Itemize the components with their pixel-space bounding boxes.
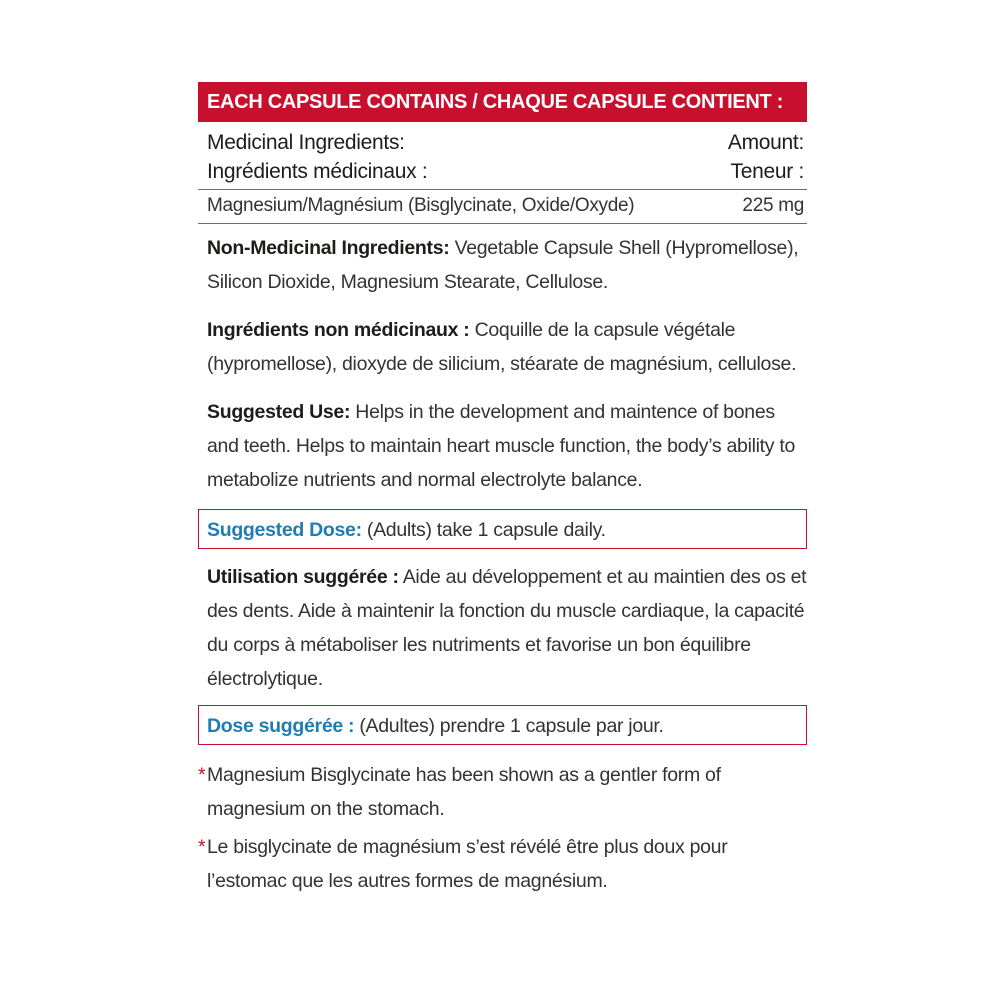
amount-header-en: Amount: (727, 131, 804, 154)
column-headers (198, 122, 807, 190)
ingredients-header-en: Medicinal Ingredients: (207, 131, 405, 154)
non-medicinal-fr-label: Ingrédients non médicinaux : (207, 319, 470, 341)
suggested-use-en-label: Suggested Use: (207, 401, 351, 423)
amount-column-header (728, 128, 804, 186)
footnote-fr (198, 830, 807, 898)
suggested-use-en-text: Helps in the development and maintence of bones and teeth. Helps to maintain heart muscle function, the body’s ability to metabolize nutrients and normal electrolyte balance. (207, 401, 796, 491)
ingredient-amount: 225 mg (742, 195, 804, 216)
ingredients-header-fr: Ingrédients médicinaux : (207, 160, 428, 183)
footnote-en (198, 758, 807, 826)
suggested-dose-en-label: Suggested Dose: (207, 519, 362, 541)
suggested-dose-fr-box (198, 705, 807, 745)
non-medicinal-fr (198, 313, 807, 381)
ingredients-column-header (207, 128, 427, 186)
amount-header-fr: Teneur : (730, 160, 804, 183)
ingredient-row (198, 190, 807, 224)
suggested-dose-fr-text: (Adultes) prendre 1 capsule par jour. (354, 715, 664, 737)
supplement-facts-panel (198, 82, 807, 898)
footnote-asterisk: * (198, 836, 206, 858)
suggested-use-en (198, 395, 807, 497)
footnote-en-text: Magnesium Bisglycinate has been shown as a gentler form of magnesium on the stomach. (207, 764, 721, 820)
non-medicinal-en (198, 231, 807, 299)
panel-header: EACH CAPSULE CONTAINS / CHAQUE CAPSULE CONTIENT : (198, 82, 807, 122)
non-medicinal-en-text: Vegetable Capsule Shell (Hypromellose), Silicon Dioxide, Magnesium Stearate, Cellulose. (207, 237, 799, 293)
non-medicinal-en-label: Non-Medicinal Ingredients: (207, 237, 450, 259)
suggested-use-fr (198, 560, 807, 696)
footnote-asterisk: * (198, 764, 206, 786)
suggested-dose-fr-label: Dose suggérée : (207, 715, 355, 737)
ingredient-name: Magnesium/Magnésium (Bisglycinate, Oxide/Oxyde) (207, 195, 635, 216)
suggested-dose-en-text: (Adults) take 1 capsule daily. (361, 519, 606, 541)
non-medicinal-fr-text: Coquille de la capsule végétale (hypromellose), dioxyde de silicium, stéarate de magnésium, cellulose. (207, 319, 797, 375)
footnote-fr-text: Le bisglycinate de magnésium s’est révélé être plus doux pour l’estomac que les autres formes de magnésium. (207, 836, 728, 892)
suggested-use-fr-label: Utilisation suggérée : (207, 566, 399, 588)
suggested-dose-en-box (198, 509, 807, 549)
suggested-use-fr-text: Aide au développement et au maintien des os et des dents. Aide à maintenir la fonction du muscle cardiaque, la capacité du corps à métaboliser les nutriments et favorise un bon équilibre électrolytique. (207, 566, 807, 690)
